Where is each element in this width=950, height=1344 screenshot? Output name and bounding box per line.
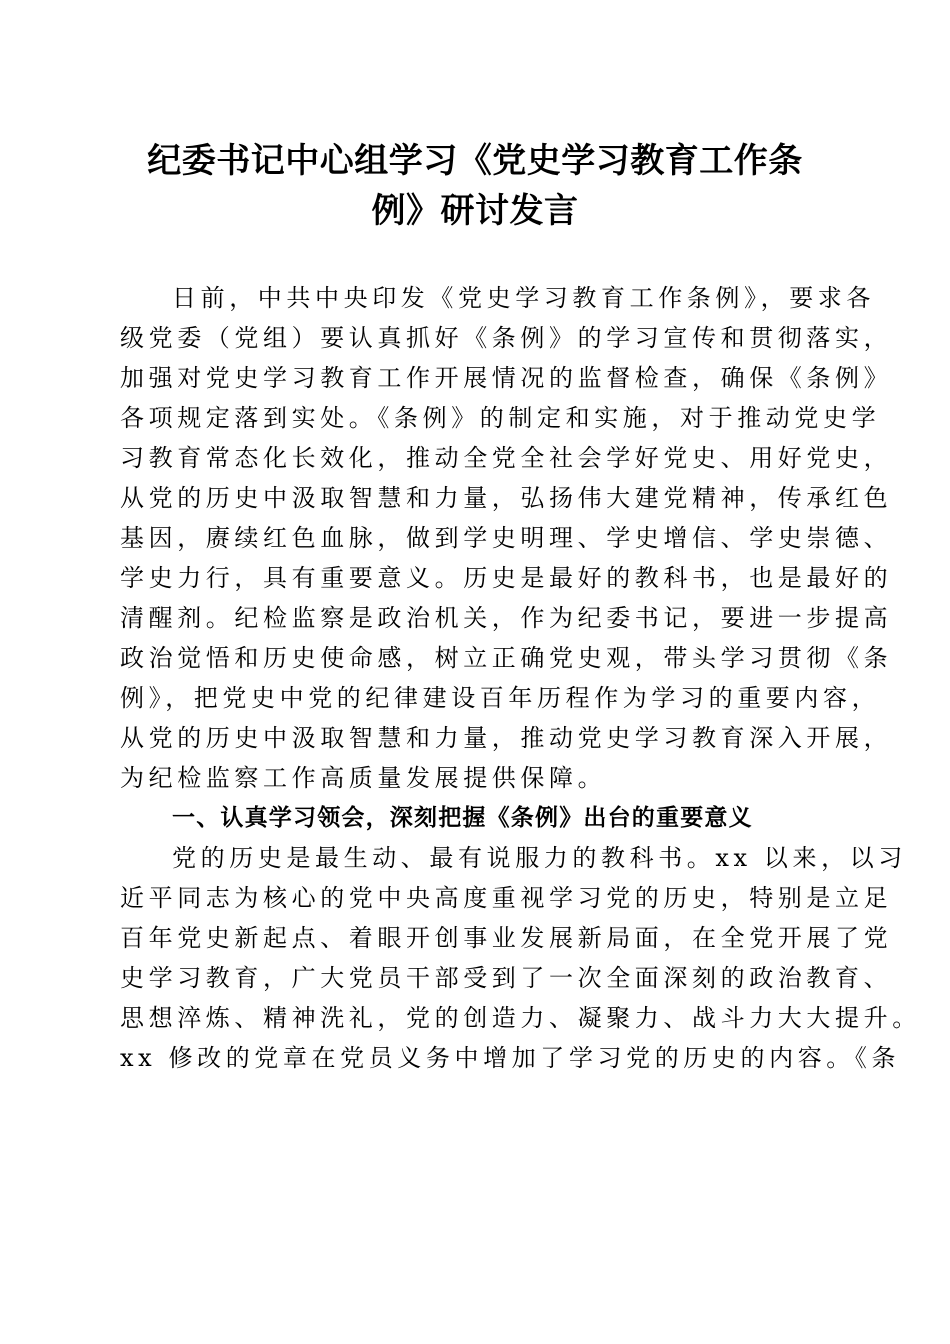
paragraph-line: 政治觉悟和历史使命感，树立正确党史观，带头学习贯彻《条 — [120, 644, 893, 672]
document-title — [110, 136, 840, 236]
title-line-2: 例》研讨发言 — [371, 191, 579, 231]
paragraph-line: 思想淬炼、精神洗礼，党的创造力、凝聚力、战斗力大大提升。 — [120, 1004, 921, 1032]
paragraph-line: 基因，赓续红色血脉，做到学史明理、学史增信、学史崇德、 — [120, 524, 893, 552]
paragraph-line: 习教育常态化长效化，推动全党全社会学好党史、用好党史， — [120, 444, 893, 472]
paragraph-line: 清醒剂。纪检监察是政治机关，作为纪委书记，要进一步提高 — [120, 604, 893, 632]
paragraph-line: 从党的历史中汲取智慧和力量，弘扬伟大建党精神，传承红色 — [120, 484, 893, 512]
paragraph-line: 各项规定落到实处。《条例》的制定和实施，对于推动党史学 — [120, 404, 881, 432]
paragraph-line: 加强对党史学习教育工作开展情况的监督检查，确保《条例》 — [120, 364, 893, 392]
paragraph-line: 学史力行，具有重要意义。历史是最好的教科书，也是最好的 — [120, 564, 893, 592]
paragraph-line: 级党委（党组）要认真抓好《条例》的学习宣传和贯彻落实， — [120, 324, 893, 352]
intro-paragraph — [120, 278, 893, 798]
paragraph-line: 近平同志为核心的党中央高度重视学习党的历史，特别是立足 — [120, 884, 893, 912]
paragraph-line: xx 修改的党章在党员义务中增加了学习党的历史的内容。《条 — [120, 1044, 901, 1072]
paragraph-line: 例》，把党史中党的纪律建设百年历程作为学习的重要内容， — [120, 684, 881, 712]
paragraph-line: 从党的历史中汲取智慧和力量，推动党史学习教育深入开展， — [120, 724, 893, 752]
document-body — [120, 278, 921, 1078]
title-line-1: 纪委书记中心组学习《党史学习教育工作条 — [147, 141, 803, 181]
paragraph-line: 史学习教育，广大党员干部受到了一次全面深刻的政治教育、 — [120, 964, 893, 992]
paragraph-line: 百年党史新起点、着眼开创事业发展新局面，在全党开展了党 — [120, 924, 893, 952]
paragraph-line: 为纪检监察工作高质量发展提供保障。 — [120, 764, 607, 792]
paragraph-line: 日前，中共中央印发《党史学习教育工作条例》，要求各 — [172, 284, 875, 312]
section-heading-1: 一、认真学习领会，深刻把握《条例》出台的重要意义 — [172, 805, 753, 831]
paragraph-line: 党的历史是最生动、最有说服力的教科书。xx 以来，以习 — [172, 844, 907, 872]
section-1-paragraph — [120, 838, 921, 1078]
